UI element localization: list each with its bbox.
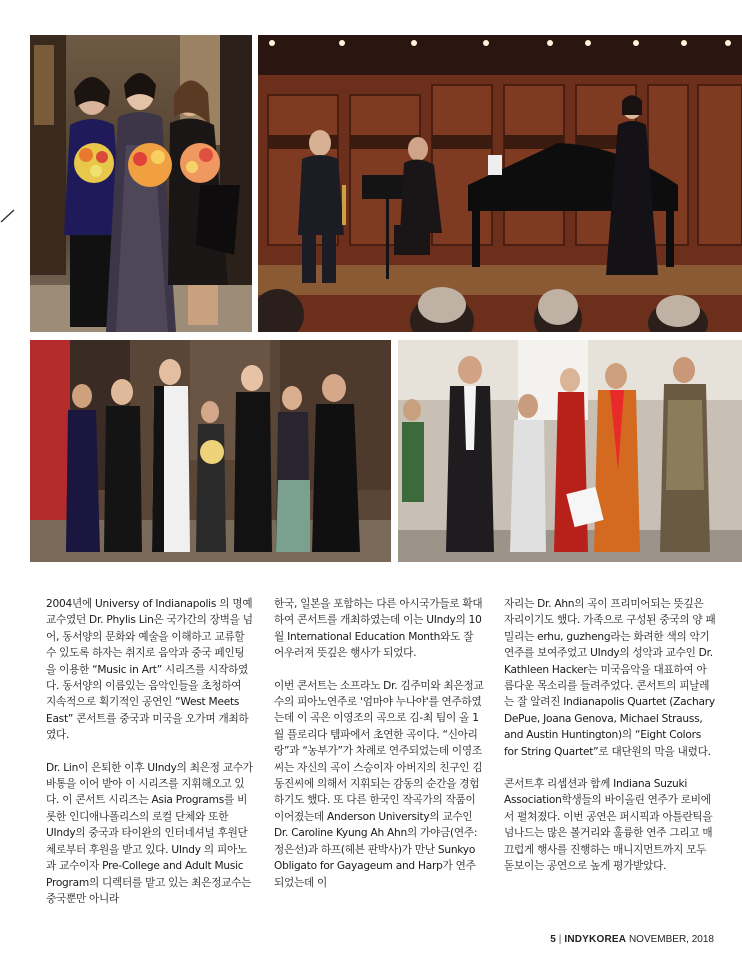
- performers-group-photo: [30, 340, 391, 562]
- concert-stage-photo: [258, 35, 742, 332]
- page-footer: [550, 934, 714, 945]
- article-paragraph: 한국, 일본을 포함하는 다른 아시국가들로 확대하여 콘서트를 개최하였는데 이는 UIndy의 10월 International Education Month와도 잘 어우러져 뜻깊은 행사가 되었다.: [274, 598, 483, 660]
- article-paragraph: 이번 콘서트는 소프라노 Dr. 김주미와 최은정교수의 피아노연주로 '엄마야 누나야'를 연주하였는데 이 곡은 이영조의 곡으로 김-최 팀이 올 1월 플로리다 템파에서 초연한 곡이다. “신아리랑”과 “농부가”가 차례로 연주되었는데 이영조씨는 자신의 곡이 스승이자 아버지의 친구인 김동진씨에 의해서 지휘되는 감동의 순간을 경험하기도 했다. 또 다른 한국인 작곡가의 작품이 이어졌는데 Anderson University의 교수인 Dr. Caroline Kyung Ah Ahn의 가야금(연주: 정은선)과 하프(헤븐 판박사)가 만난 Sunkyo Obligato for Gayageum and Harp가 연주되었는데 이: [274, 679, 484, 889]
- article-column-2: [274, 596, 484, 891]
- publication-name: INDYKOREA: [564, 934, 627, 945]
- article-column-3: [504, 596, 716, 875]
- pen-mark-icon: [0, 206, 20, 228]
- article-paragraph: 콘서트후 리셉션과 함께 Indiana Suzuki Association학생들의 바이올린 연주가 로비에서 펼쳐졌다. 이번 공연은 퍼시픽과 아틀란틱을 넘나드는 많은 볼거리와 훌륭한 연주 그리고 매끄럽게 행사를 진행하는 매니지먼트까지 모두 돋보이는 공연으로 높게 평가받았다.: [504, 778, 713, 873]
- page-number: 5: [550, 934, 556, 945]
- three-women-with-flowers-photo: [30, 35, 252, 332]
- article-paragraph: 2004년에 Universy of Indianapolis 의 명예교수였던 Dr. Phylis Lin은 국가간의 장벽을 넘어, 동서양의 문화와 예술을 이해하고 교류할 수 있도록 하자는 취지로 음악과 중국 페인팅을 이용한 “Music in Art” 시리즈를 시작하였다. 동서양의 이름있는 음악인들을 초청하여 지속적으로 획기적인 공연인 “West Meets East” 콘서트를 중국과 미국을 오가며 개최하였다.: [46, 598, 253, 742]
- article-paragraph: 자리는 Dr. Ahn의 곡이 프리미어되는 뜻깊은 자리이기도 했다. 가족으로 구성된 중국의 양 패밀리는 erhu, guzheng라는 화려한 색의 악기연주를 보여주었고 UIndy의 성악과 교수인 Dr. Kathleen Hacker는 미국음악을 대표하여 아름다운 목소리를 들려주었다. 콘서트의 피날레는 잘 알려진 Indianapolis Quartet (Zachary DePue, Joana Genova, Michael Strauss, and Austin Huntington)의 “Eight Colors for String Quartet”로 대단원의 막을 내렸다.: [504, 598, 716, 758]
- footer-separator: |: [558, 934, 562, 945]
- article-paragraph: Dr. Lin이 은퇴한 이후 UIndy의 최은정 교수가 바통을 이어 받아 이 시리즈를 지휘해오고 있다. 이 콘서트 시리즈는 Asia Programs를 비롯한 인디애나폴리스의 로컬 단체와 또한 UIndy의 중국과 타이완의 인터네셔널 후원단체로부터 후원을 받고 있다. UIndy 의 피아노과 교수이자 Pre-College and Adult Music Program의 디렉터를 맡고 있는 최은정교수는 중국뿐만 아니라: [46, 761, 253, 905]
- issue-date: NOVEMBER, 2018: [628, 934, 714, 945]
- audience-group-photo: [398, 340, 742, 562]
- article-column-1: [46, 596, 254, 907]
